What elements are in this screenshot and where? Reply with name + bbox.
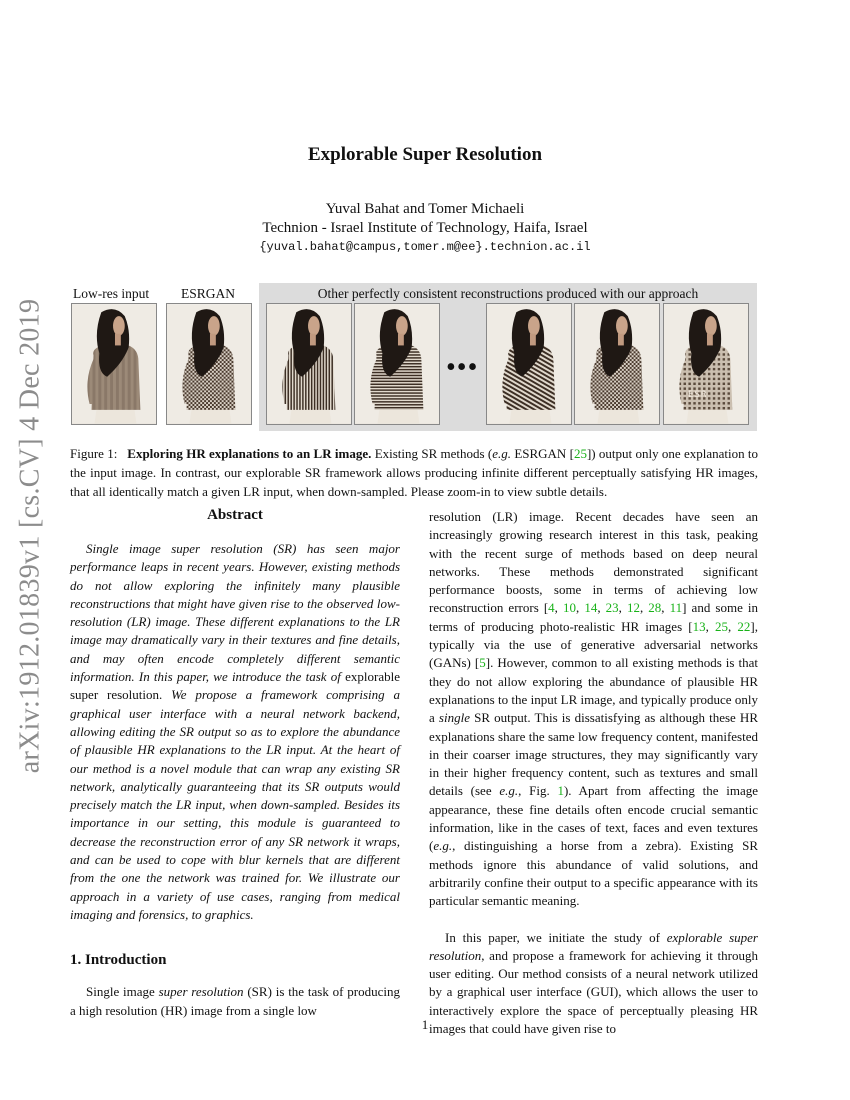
- left-column: [70, 507, 400, 1020]
- abstract-text: explorable super resolution.: [70, 669, 400, 703]
- body-italic: single: [438, 710, 470, 726]
- citation-link[interactable]: 12: [626, 600, 640, 616]
- paper-authors: Yuval Bahat and Tomer Michaeli: [325, 201, 525, 217]
- figure-thumbnail-image: [167, 304, 251, 424]
- arxiv-id-text: arXiv:1912.01839v1 [cs.CV] 4 Dec 2019: [14, 298, 46, 773]
- citation-link[interactable]: 14: [584, 600, 598, 616]
- body-text: , distinguishing a horse from a zebra). Existing SR methods ignore this abundance of valid solutions, and arbitrarily confine their output to a specific appearance with its particular semantic meaning.: [429, 838, 758, 909]
- body-italic: explorable super resolution: [429, 929, 758, 963]
- intro-text: (SR) is the task of producing a high resolution (HR) image from a single low: [70, 984, 400, 1018]
- caption-text: ESRGAN [: [511, 446, 574, 461]
- figure-thumbnail-image: [355, 304, 439, 424]
- figure-caption: [70, 444, 758, 501]
- paper-email: {yuval.bahat@campus,tomer.m@ee}.technion.ac.il: [259, 240, 591, 254]
- body-text: ]. However, common to all existing methods is that they do not allow exploring the abundance of plausible HR explanations to the input LR image, and typically produce only a: [429, 655, 758, 726]
- right-paragraph-1: resolution (LR) image. Recent decades have seen an increasingly growing research interest in this task, peaking with the recent surge of methods based on deep neural networks. These methods demonstrated significant performance boosts, some in terms of achieving low reconstruction errors [4, 10, 14, 23, 12, 28, 11] and some in terms of producing photo-realistic HR images [13, 25, 22], typically via the use of generative adversarial networks (GANs) [5]. However, common to all existing methods is that they do not allow exploring the abundance of plausible HR explanations to the input LR image, and typically produce only a single SR output. This is dissatisfying as although these HR explanations share the same low frequency content, manifested in their coarser image structures, they may significantly vary in their higher frequency content, such as textures and small details (see e.g., Fig. 1). Apart from affecting the image appearance, these fine details often encode crucial semantic information, like in the cases of text, faces and even textures (e.g., distinguishing a horse from a zebra). Existing SR methods ignore this abundance of valid solutions, and arbitrarily confine their output to a specific appearance with its particular semantic meaning.: [429, 509, 759, 909]
- body-text: resolution (LR) image. Recent decades have seen an increasingly growing research interest in this task, peaking with the recent surge of methods based on deep neural networks. These methods demonstrated significant performance boosts, some in terms of achieving low reconstruction errors [: [429, 509, 758, 616]
- intro-italic: super resolution: [158, 984, 244, 1000]
- figure-thumbnail-5: [486, 303, 572, 425]
- body-italic: e.g.: [499, 783, 519, 799]
- figure-thumbnail-image: [487, 304, 571, 424]
- caption-bold: Exploring HR explanations to an LR image.: [127, 446, 372, 461]
- body-text: ], typically via the use of generative adversarial networks (GANs) [: [429, 618, 759, 671]
- abstract-italic: We propose a framework comprising a graphical user interface with a neural network backend, allowing editing the SR output so as to explore the abundance of plausible HR explanations to the LR input. At the heart of our method is a novel module that can wrap any existing SR network, analytically guaranteeing that its SR outputs would precisely match the LR input, when down-sampled. Besides its importance in our setting, this module is guaranteed to decrease the reconstruction error of any SR network it wraps, and can be used to cope with blur kernels that are different from the one the network was trained for. We illustrate our approach in a variety of use cases, ranging from medical imaging and forensics, to graphics.: [70, 687, 401, 922]
- body-text: , Fig.: [518, 783, 558, 799]
- body-text: ] and some in terms of producing photo-realistic HR images [: [429, 600, 759, 634]
- introduction-heading: 1. Introduction: [70, 952, 167, 969]
- figure-thumbnail-7: [663, 303, 749, 425]
- citation-link[interactable]: 13: [692, 618, 706, 634]
- citation-link[interactable]: 5: [479, 655, 486, 671]
- citation-link[interactable]: 25: [573, 446, 587, 461]
- paper-affiliation: Technion - Israel Institute of Technology, Haifa, Israel: [262, 220, 588, 236]
- figure-ellipsis: •••: [446, 352, 479, 383]
- caption-prefix: Figure 1:: [70, 446, 118, 461]
- figure-thumbnail-2: [166, 303, 252, 425]
- body-text: In this paper, we initiate the study of: [445, 929, 667, 945]
- citation-link[interactable]: 11: [669, 600, 683, 616]
- figure-thumbnail-1: [71, 303, 157, 425]
- citation-link[interactable]: 23: [605, 600, 619, 616]
- figure-thumbnail-4: [354, 303, 440, 425]
- citation-link[interactable]: 25: [715, 618, 729, 634]
- figure-thumbnail-6: [574, 303, 660, 425]
- caption-eg: e.g.: [492, 446, 512, 461]
- intro-paragraph: [70, 983, 400, 1020]
- page-number: 1: [421, 1017, 429, 1032]
- figure-label-esrgan: ESRGAN: [181, 286, 236, 301]
- caption-text: ]) output only one explanation to the input image. In contrast, our explorable SR framework allows producing infinite different perceptually satisfying HR images, that all identically match a given LR input, when down-sampled. Please zoom-in to view subtle details.: [70, 446, 759, 499]
- figure-thumbnail-image: [664, 304, 748, 424]
- caption-text: Existing SR methods (: [371, 446, 493, 461]
- right-column: [429, 508, 758, 1038]
- citation-link[interactable]: 28: [648, 600, 662, 616]
- figure-thumbnail-image: [72, 304, 156, 424]
- citation-link[interactable]: 4: [548, 600, 555, 616]
- thumbnail-texture-text: ESR: [688, 390, 708, 400]
- arxiv-side-identifier: [10, 298, 50, 773]
- body-text: ). Apart from affecting the image appearance, these fine details often encode crucial semantic information, like in the cases of text, faces and even textures (: [429, 783, 758, 854]
- abstract-heading: Abstract: [207, 507, 263, 523]
- intro-text: Single image: [86, 984, 159, 1000]
- figure-label-ours: Other perfectly consistent reconstructions produced with our approach: [317, 286, 699, 301]
- citation-link[interactable]: 22: [737, 618, 751, 634]
- abstract-paragraph: [70, 540, 400, 924]
- abstract-italic: Single image super resolution (SR) has seen major performance leaps in recent years. However, existing methods do not allow exploring the infinitely many plausible reconstructions that might have given rise to the observed low-resolution (LR) image. These different explanations to the LR image may dramatically vary in their textures and fine details, and may often encode completely different semantic information. In this paper, we introduce the task of: [70, 541, 400, 685]
- citation-link[interactable]: 10: [562, 600, 576, 616]
- figure-thumbnail-image: [267, 304, 351, 424]
- body-text: SR output. This is dissatisfying as although these HR explanations share the same low frequency content, manifested in their coarser image structures, they may significantly vary in their higher frequency content, such as textures and small details (see: [429, 710, 758, 799]
- figure-label-lowres: Low-res input: [73, 286, 150, 301]
- figure-thumbnail-3: [266, 303, 352, 425]
- figure-thumbnail-image: [575, 304, 659, 424]
- figure-reference-link[interactable]: 1: [557, 783, 564, 799]
- paper-title: Explorable Super Resolution: [307, 144, 543, 165]
- body-text: , and propose a framework for achieving it through user editing. Our method consists of a neural network utilized by a graphical user interface (GUI), which allows the user to interactively explore the space of perceptually pleasing HR images that could have given rise to: [429, 947, 758, 1037]
- body-italic: e.g.: [433, 838, 453, 854]
